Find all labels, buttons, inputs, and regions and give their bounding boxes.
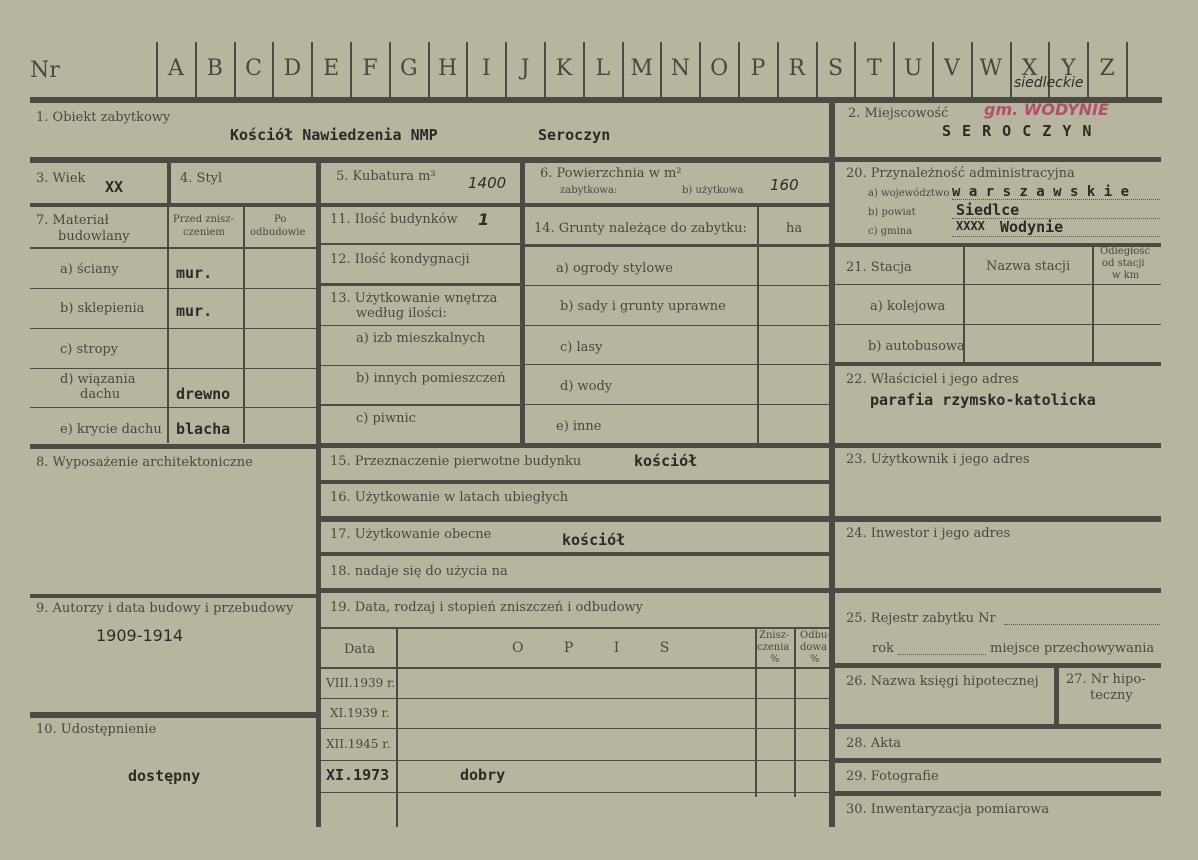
field-13-label-line2: według ilości: [356,306,447,321]
field-19-col-desc: O P I S [512,640,688,656]
field-7-row-value: drewno [176,385,231,403]
field-15-value: kościół [634,452,698,470]
field-22-value: parafia rzymsko-katolicka [870,391,1096,409]
field-26-label: 26. Nazwa księgi hipotecznej [846,674,1039,689]
field-24-label: 24. Inwestor i jego adres [846,526,1011,541]
field-21-col-dist-l2: od stacji [1102,258,1145,269]
field-30-label: 30. Inwentaryzacja pomiarowa [846,802,1050,817]
field-7-col-after-l2: odbudowie [250,227,306,238]
field-1-place: Seroczyn [538,126,611,144]
field-20-gm-value: Wodynie [1000,218,1064,236]
letter-index-y: Y [1061,56,1076,81]
field-22-label: 22. Właściciel i jego adres [846,372,1019,387]
field-21-b: b) autobusowa [868,339,965,354]
field-19-col-z3: % [770,654,780,665]
field-13-b: b) innych pomieszczeń [356,371,506,386]
field-19-col-date: Data [344,642,376,657]
field-7-row-value: mur. [176,302,213,320]
letter-index-l: L [595,56,611,81]
field-20-woj-value: w a r s z a w s k i e [952,184,1130,200]
letter-index-a: A [168,56,184,81]
field-5-value: 1400 [468,174,507,192]
field-6-sub-a: zabytkowa: [560,185,618,196]
field-18-label: 18. nadaje się do użycia na [330,564,508,579]
field-9-value: 1909-1914 [96,626,184,645]
field-19-row-desc: dobry [460,766,506,784]
field-7-label-line2: budowlany [58,229,130,244]
field-3-label: 3. Wiek [36,171,86,186]
letter-index-t: T [867,56,882,81]
field-17-value: kościół [562,531,626,549]
field-20-pow-value: Siedlce [956,201,1020,219]
field-6-sub-b: b) użytkowa [682,185,744,196]
field-14-c: c) lasy [560,340,603,355]
field-3-value: XX [105,178,124,196]
letter-index-x: X [1021,56,1038,81]
field-28-label: 28. Akta [846,736,902,751]
field-7-row-value: blacha [176,420,231,438]
field-7-col-after-l1: Po [274,214,287,225]
field-13-a: a) izb mieszkalnych [356,331,486,346]
field-23-label: 23. Użytkownik i jego adres [846,452,1030,467]
field-10-value: dostępny [128,767,201,785]
field-4-label: 4. Styl [180,171,223,186]
field-25-miejsce: miejsce przechowywania [990,641,1155,656]
field-21-a: a) kolejowa [870,299,946,314]
field-2-value: S E R O C Z Y N [942,122,1093,140]
field-19-label: 19. Data, rodzaj i stopień zniszczeń i odbudowy [330,600,644,615]
field-13-label-line1: 13. Użytkowanie wnętrza [330,291,498,306]
field-1-value: Kościół Nawiedzenia NMP [230,126,438,144]
field-2-municipality-note: gm. WODYNIE [984,100,1109,119]
field-14-b: b) sady i grunty uprawne [560,299,726,314]
field-8-label: 8. Wyposażenie architektoniczne [36,455,253,470]
field-21-col-name: Nazwa stacji [986,259,1071,274]
letter-index-k: K [555,56,573,81]
field-11-label: 11. Ilość budynków [330,212,458,227]
letter-index-w: W [979,56,1003,81]
letter-index-s: S [828,56,844,81]
field-13-c: c) piwnic [356,411,416,426]
field-19-col-o1: Odbu- [800,630,831,641]
letter-index-f: F [362,56,378,81]
field-27-label-line1: 27. Nr hipo- [1066,672,1146,687]
field-5-label: 5. Kubatura m³ [336,169,436,184]
field-7-row-label: e) krycie dachu [60,422,162,437]
letter-index-m: M [630,56,653,81]
field-7-row-label: d) wiązania [60,372,136,387]
field-10-label: 10. Udostępnienie [36,722,157,737]
field-19-row-date: XII.1945 r. [326,737,391,751]
field-20-gm-struck: XXXX [956,219,985,233]
field-14-a: a) ogrody stylowe [556,261,673,276]
field-6-value: 160 [770,176,799,194]
field-19-col-o3: % [810,654,820,665]
field-20-pow-label: b) powiat [868,207,916,218]
field-11-value: 1 [478,210,490,229]
field-16-label: 16. Użytkowanie w latach ubiegłych [330,490,569,505]
field-21-col-dist-l3: w km [1112,270,1140,281]
letter-index-p: P [750,56,766,81]
letter-index-h: H [438,56,458,81]
field-14-e: e) inne [556,419,602,434]
nr-label: Nr [30,58,60,83]
field-19-row-date: XI.1939 r. [330,706,390,720]
letter-index-b: B [206,56,223,81]
field-19-col-z1: Znisz- [759,630,790,641]
field-7-label-line1: 7. Materiał [36,213,109,228]
field-7-row-label: c) stropy [60,342,119,357]
letter-index-e: E [323,56,340,81]
field-14-unit: ha [786,221,803,236]
region-note: siedleckie [1014,75,1084,91]
letter-index-r: R [788,56,806,81]
letter-index-n: N [670,56,691,81]
letter-index-g: G [400,56,418,81]
field-27-label-line2: teczny [1090,688,1133,703]
field-19-row-date: XI.1973 [326,766,390,784]
field-29-label: 29. Fotografie [846,769,939,784]
field-15-label: 15. Przeznaczenie pierwotne budynku [330,454,582,469]
field-19-col-o2: dowa [800,642,827,653]
field-21-label: 21. Stacja [846,260,912,275]
field-2-label: 2. Miejscowość [848,106,949,121]
letter-index-u: U [903,56,923,81]
field-7-row-label-2: dachu [80,387,121,402]
letter-index-d: D [283,56,302,81]
letter-index-v: V [944,56,960,81]
field-7-row-label: b) sklepienia [60,301,145,316]
field-7-row-label: a) ściany [60,262,119,277]
field-19-row-date: VIII.1939 r. [326,676,396,690]
field-12-label: 12. Ilość kondygnacji [330,252,470,267]
field-17-label: 17. Użytkowanie obecne [330,527,492,542]
field-25-label: 25. Rejestr zabytku Nr [846,611,996,626]
field-1-label: 1. Obiekt zabytkowy [36,110,171,125]
letter-index-o: O [710,56,729,81]
field-14-label: 14. Grunty należące do zabytku: [534,221,747,236]
field-20-gm-label: c) gmina [868,226,913,237]
field-21-col-dist-l1: Odległość [1100,246,1151,257]
field-9-label: 9. Autorzy i data budowy i przebudowy [36,601,294,616]
field-20-woj-label: a) województwo [868,188,950,199]
field-25-rok: rok [872,641,894,656]
field-14-d: d) wody [560,379,613,394]
field-20-label: 20. Przynależność administracyjna [846,166,1075,181]
field-7-row-value: mur. [176,264,213,282]
field-7-col-before-l2: czeniem [183,227,225,238]
letter-index-z: Z [1099,56,1115,81]
field-6-label: 6. Powierzchnia w m² [540,166,682,181]
field-7-col-before-l1: Przed znisz- [173,214,234,225]
letter-index-c: C [245,56,263,81]
field-19-col-z2: czenia [757,642,790,653]
letter-index-j: J [520,56,530,81]
letter-index-i: I [482,56,491,81]
